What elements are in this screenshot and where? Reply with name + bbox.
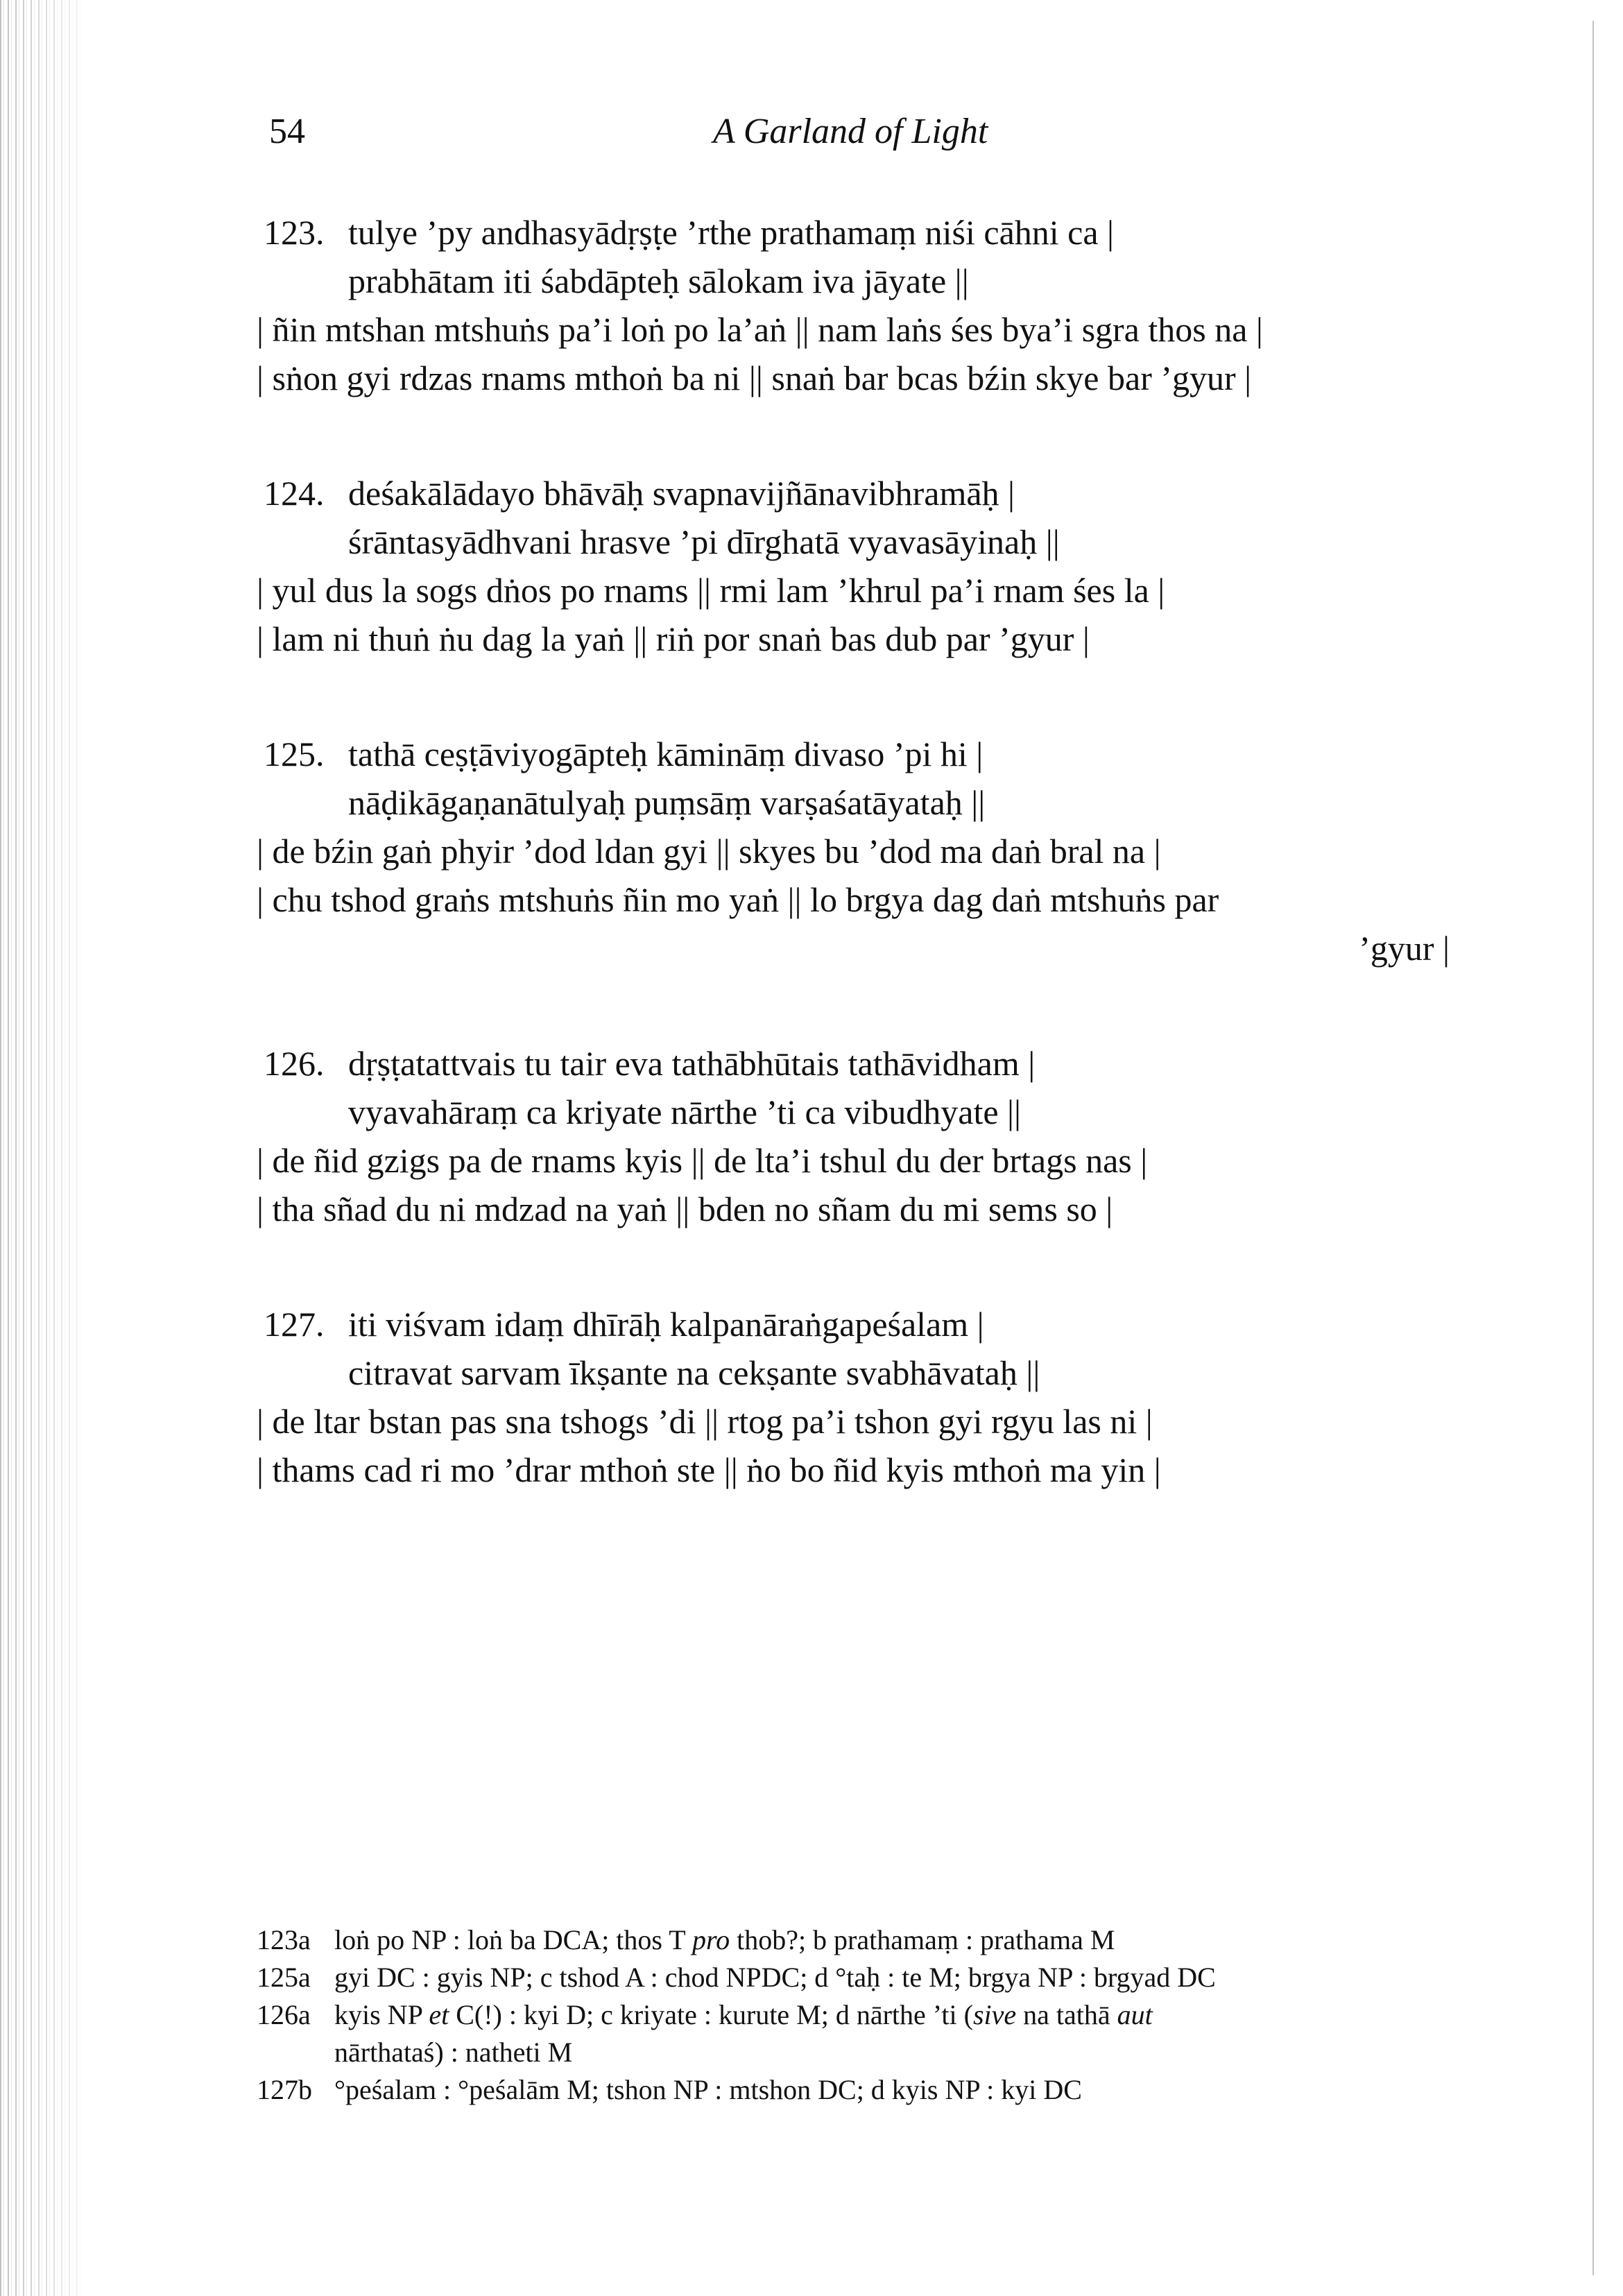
footnote-id: 125a [257, 1962, 311, 1993]
footnote-id: 123a [257, 1924, 311, 1955]
verse-126 [257, 1039, 1450, 1233]
verse-number: 127. [264, 1305, 325, 1344]
tibetan-line-2: | sṅon gyi rdzas rnams mthoṅ ba ni || snaṅ bar bcas bźin skye bar ’gyur | [257, 359, 1252, 397]
page-number: 54 [269, 112, 305, 151]
binding-edge-fade [0, 0, 97, 2296]
verse-124 [257, 469, 1450, 663]
running-title: A Garland of Light [713, 112, 988, 151]
footnote-125a: 125a gyi DC : gyis NP; c tshod A : chod NPDC; d °taḥ : te M; brgya NP : brgyad DC [257, 1959, 1450, 1996]
verse-125 [257, 730, 1450, 973]
tibetan-line-2: | lam ni thuṅ ṅu dag la yaṅ || riṅ por snaṅ bas dub par ’gyur | [257, 619, 1090, 658]
sanskrit-line-a: dṛṣṭatattvais tu tair eva tathābhūtais tathāvidham | [348, 1044, 1036, 1083]
sanskrit-line-a: tathā ceṣṭāviyogāpteḥ kāmināṃ divaso ’pi hi | [348, 735, 984, 773]
tibetan-line-2: | tha sñad du ni mdzad na yaṅ || bden no sñam du mi sems so | [257, 1190, 1113, 1228]
page-header [269, 111, 1448, 166]
sanskrit-line-b: nāḍikāgaṇanātulyaḥ puṃsāṃ varṣaśatāyataḥ || [348, 783, 986, 822]
verse-number: 123. [264, 213, 325, 252]
tibetan-line-1: | de bźin gaṅ phyir ’dod ldan gyi || skyes bu ’dod ma daṅ bral na | [257, 832, 1161, 871]
page-edge-rule [1592, 21, 1594, 2275]
tibetan-line-1: | yul dus la sogs dṅos po rnams || rmi lam ’khrul pa’i rnam śes la | [257, 571, 1165, 610]
verse-127 [257, 1300, 1450, 1494]
verse-list [257, 208, 1450, 1561]
sanskrit-line-b: prabhātam iti śabdāpteḥ sālokam iva jāyate || [348, 262, 969, 300]
footnote-127b: 127b °peśalam : °peśalām M; tshon NP : mtshon DC; d kyis NP : kyi DC [257, 2071, 1450, 2109]
tibetan-line-2: | chu tshod graṅs mtshuṅs ñin mo yaṅ || lo brgya dag daṅ mtshuṅs par [257, 880, 1219, 919]
footnote-id: 126a [257, 1999, 311, 2030]
footnote-123a: 123a loṅ po NP : loṅ ba DCA; thos T pro thob?; b prathamaṃ : prathama M [257, 1921, 1450, 1959]
critical-apparatus [257, 1921, 1450, 2109]
footnote-continuation: nārthataś) : natheti M [334, 2037, 573, 2068]
sanskrit-line-a: deśakālādayo bhāvāḥ svapnavijñānavibhramāḥ | [348, 474, 1015, 513]
footnote-id: 127b [257, 2074, 312, 2105]
verse-number: 125. [264, 735, 325, 773]
verse-number: 126. [264, 1044, 325, 1083]
sanskrit-line-b: vyavahāraṃ ca kriyate nārthe ’ti ca vibudhyate || [348, 1093, 1022, 1131]
footnote-126a: 126a kyis NP et C(!) : kyi D; c kriyate : kurute M; d nārthe ’ti (sive na tathā aut nārthataś) : natheti M [257, 1996, 1450, 2071]
sanskrit-line-a: iti viśvam idaṃ dhīrāḥ kalpanāraṅgapeśalam | [348, 1305, 984, 1344]
verse-number: 124. [264, 474, 325, 513]
sanskrit-line-b: śrāntasyādhvani hrasve ’pi dīrghatā vyavasāyinaḥ || [348, 522, 1060, 561]
verse-123 [257, 208, 1450, 402]
tibetan-line-2: | thams cad ri mo ’drar mthoṅ ste || ṅo bo ñid kyis mthoṅ ma yin | [257, 1450, 1161, 1489]
tibetan-line-1: | ñin mtshan mtshuṅs pa’i loṅ po la’aṅ || nam laṅs śes bya’i sgra thos na | [257, 310, 1263, 349]
sanskrit-line-a: tulye ’py andhasyādṛṣṭe ’rthe prathamaṃ niśi cāhni ca | [348, 213, 1115, 252]
tibetan-line-wrap: ’gyur | [1359, 929, 1450, 968]
sanskrit-line-b: citravat sarvam īkṣante na cekṣante svabhāvataḥ || [348, 1353, 1040, 1392]
tibetan-line-1: | de ltar bstan pas sna tshogs ’di || rtog pa’i tshon gyi rgyu las ni | [257, 1402, 1153, 1441]
tibetan-line-1: | de ñid gzigs pa de rnams kyis || de lta’i tshul du der brtags nas | [257, 1141, 1148, 1180]
